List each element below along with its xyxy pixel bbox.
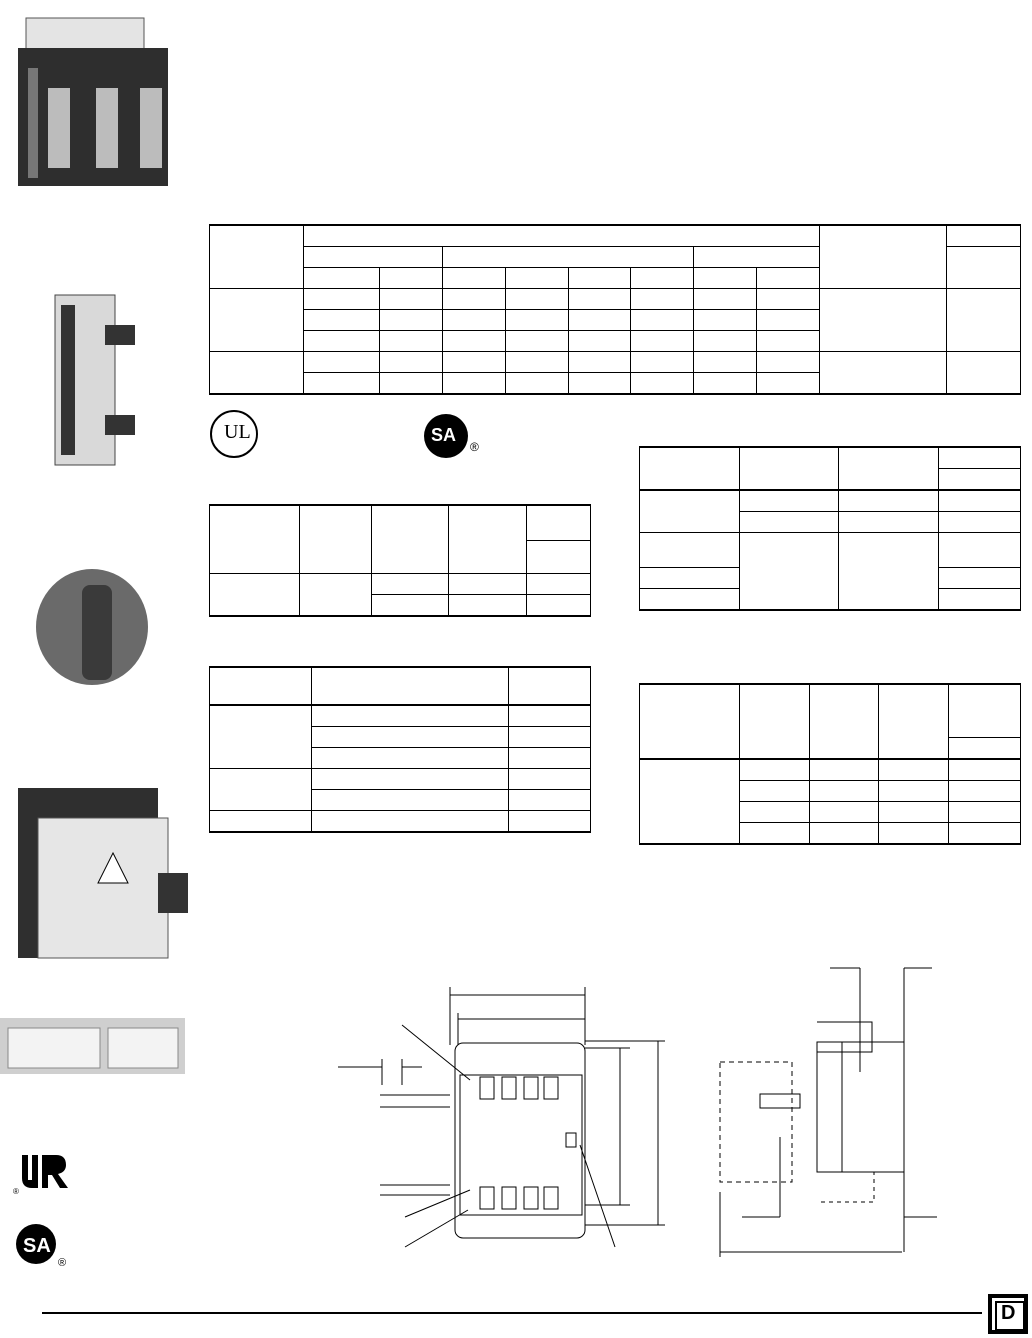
ratings-table [209, 224, 1021, 395]
svg-text:SA: SA [23, 1235, 51, 1257]
side-dimension-drawing [712, 962, 942, 1262]
footer-rule [42, 1312, 982, 1314]
front-dimension-drawing [330, 985, 670, 1260]
ul-mark-text: UL [224, 421, 251, 443]
contact-table [639, 446, 1021, 611]
csa-certified-icon [14, 1222, 70, 1270]
logo-letter: D [1001, 1302, 1016, 1324]
auxiliary-contact-photo [45, 285, 145, 470]
terminal-cover-photo [8, 778, 193, 963]
csa-mark [424, 414, 479, 458]
square-d-logo-icon [988, 1294, 1028, 1334]
csa-registered-symbol: ® [470, 440, 479, 454]
csa-mark-text: SA [431, 425, 457, 445]
shroud-photo [0, 1018, 185, 1074]
svg-text:®: ® [13, 1187, 19, 1195]
handle-table [209, 504, 591, 617]
ul-recognized-icon [12, 1150, 72, 1195]
switch-photo-1 [8, 8, 193, 188]
accessory-table [209, 666, 591, 833]
cover-table [639, 683, 1021, 845]
ul-listed-icon [210, 410, 258, 458]
svg-text:®: ® [58, 1257, 67, 1269]
rotary-handle-photo [32, 565, 152, 690]
